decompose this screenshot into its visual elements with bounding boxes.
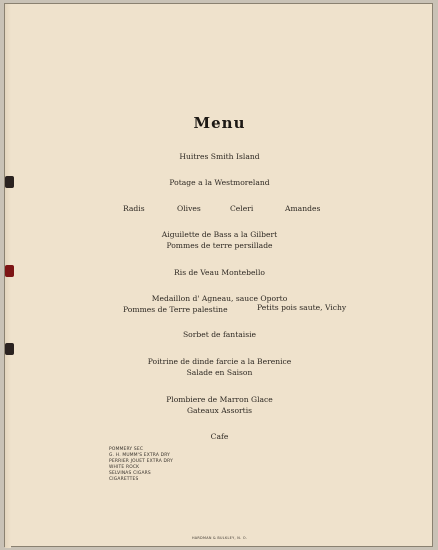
course-cakes: Gateaux Assortis <box>186 406 253 415</box>
wine-item: G. H. MUMM'S EXTRA DRY <box>109 453 171 459</box>
relish-item: Celeri <box>230 204 254 213</box>
course-lamb-side-right: Petits pois saute, Vichy <box>257 303 347 312</box>
course-salad: Salade en Saison <box>186 368 253 377</box>
relish-item: Amandes <box>285 204 321 213</box>
course-dessert: Plombiere de Marron Glace <box>166 395 273 404</box>
wine-item: WHITE ROCK <box>109 465 140 471</box>
wine-item: POMMERY SEC <box>109 447 144 452</box>
wine-list <box>109 447 173 484</box>
course-soup: Potage a la Westmoreland <box>169 178 270 187</box>
course-oysters: Huitres Smith Island <box>179 152 260 161</box>
binding-tie-bottom <box>5 343 14 355</box>
relish-item: Olives <box>177 204 201 213</box>
course-lamb: Medaillon d' Agneau, sauce Oporto <box>151 294 288 303</box>
course-turkey: Poitrine de dinde farcie a la Berenice <box>147 357 292 366</box>
course-fish-side: Pommes de terre persillade <box>166 241 273 250</box>
course-fish: Aiguilette de Bass a la Gilbert <box>161 230 278 239</box>
wine-item: PERRIER JOUET EXTRA DRY <box>109 459 173 465</box>
printer-credit: HARDMAN & BULKLEY, N. O. <box>191 536 248 540</box>
course-entree: Ris de Veau Montebello <box>174 268 265 277</box>
wine-item: SELVINAS CIGARS <box>109 471 151 477</box>
course-sorbet: Sorbet de fantaisie <box>182 330 257 339</box>
menu-page <box>4 3 433 547</box>
course-lamb-side-left: Pommes de Terre palestine <box>123 305 228 314</box>
wine-item: CIGARETTES <box>109 477 139 483</box>
course-coffee: Cafe <box>210 432 229 441</box>
menu-title: Menu <box>193 114 246 132</box>
relish-item: Radis <box>123 204 145 213</box>
